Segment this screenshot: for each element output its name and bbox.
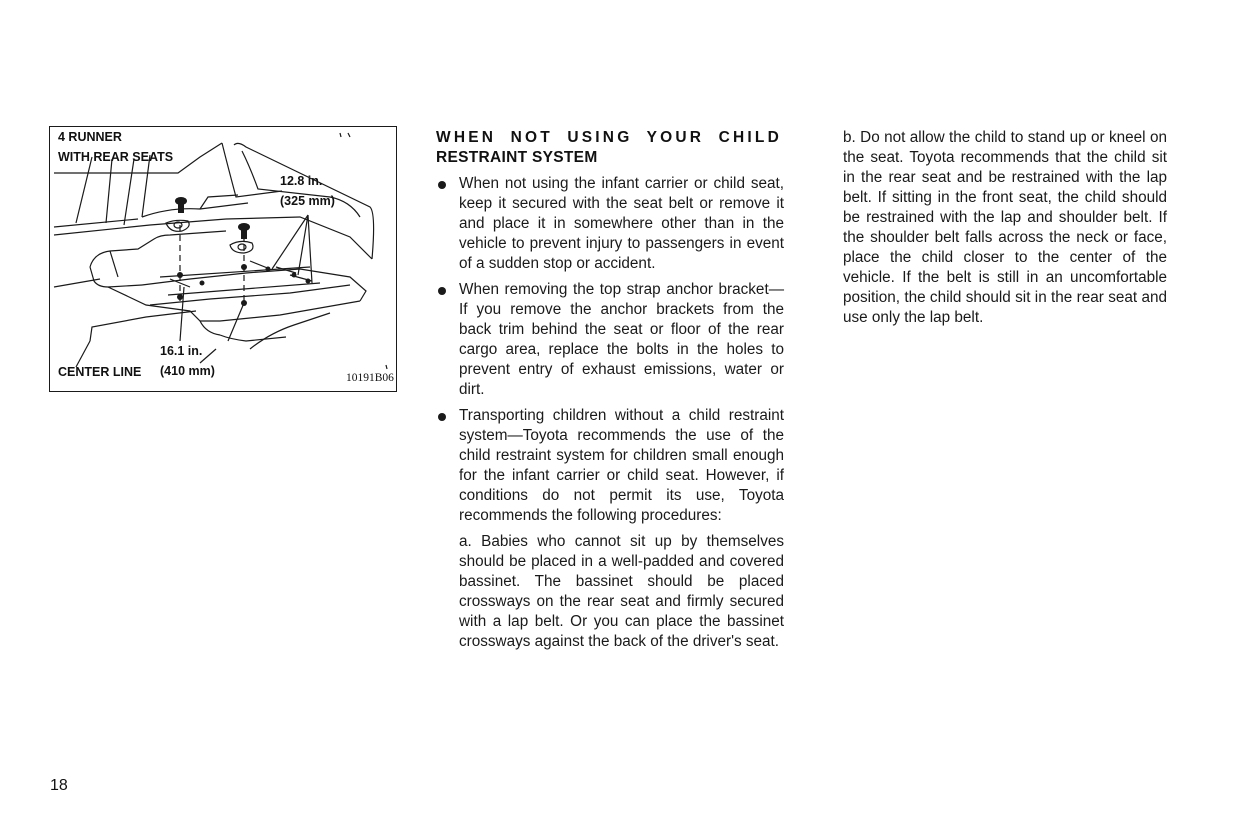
bullet-text: When not using the infant carrier or child seat, keep it secured with the seat belt or remove it and place it in somewhere other than in the vehicle to prevent injury to passengers in event of a sudden stop or accident. <box>459 175 784 272</box>
dimension-top-metric: (325 mm) <box>280 194 335 208</box>
middle-column <box>436 128 784 652</box>
dimension-top-value: 12.8 in. <box>280 174 323 188</box>
center-line-label: CENTER LINE <box>58 365 142 379</box>
bullet-item <box>436 280 784 400</box>
strap-anchor-figure <box>49 126 397 392</box>
bullet-dot-icon <box>438 287 446 295</box>
section-heading-line1: WHEN NOT USING YOUR CHILD <box>436 129 782 146</box>
dimension-bottom-value: 16.1 in. <box>160 344 203 358</box>
figure-title-line2: WITH REAR SEATS <box>58 150 174 164</box>
right-column <box>843 128 1167 328</box>
bullet-text: When removing the top strap anchor bracket—If you remove the anchor brackets from the back trim behind the seat or floor of the rear cargo area, replace the bolts in the holes to prevent entry of exhaust emissions, water or dirt. <box>459 281 784 398</box>
procedure-a: a. Babies who cannot sit up by themselves should be placed in a well-padded and covered bassinet. The bassinet should be placed crossways on the rear seat and firmly secured with a lap belt. Or you can place the bassinet crossways against the back of the driver's seat. <box>459 533 784 650</box>
procedure-b: b. Do not allow the child to stand up or kneel on the seat. Toyota recommends that the child sit in the rear seat and be restrained with the lap belt. If sitting in the front seat, the child should be restrained with the lap and shoulder belt. If the shoulder belt falls across the neck or face, place the child closer to the center of the vehicle. If the belt is still in an uncomfortable position, the child should sit in the rear seat and use only the lap belt. <box>843 129 1167 326</box>
page-number: 18 <box>50 777 68 794</box>
figure-code: 10191B06 <box>346 372 394 384</box>
figure-title-line1: 4 RUNNER <box>58 130 122 144</box>
bullet-item <box>436 174 784 274</box>
section-heading <box>436 128 784 168</box>
bullet-dot-icon <box>438 413 446 421</box>
section-heading-line2: RESTRAINT SYSTEM <box>436 149 598 166</box>
bullet-item <box>436 406 784 526</box>
dimension-bottom-metric: (410 mm) <box>160 364 215 378</box>
bullet-text: Transporting children without a child restraint system—Toyota recommends the use of the child restraint system for children small enough for the infant carrier or child seat. However, if conditions do not permit its use, Toyota recommends the following procedures: <box>459 407 784 524</box>
bullet-dot-icon <box>438 181 446 189</box>
